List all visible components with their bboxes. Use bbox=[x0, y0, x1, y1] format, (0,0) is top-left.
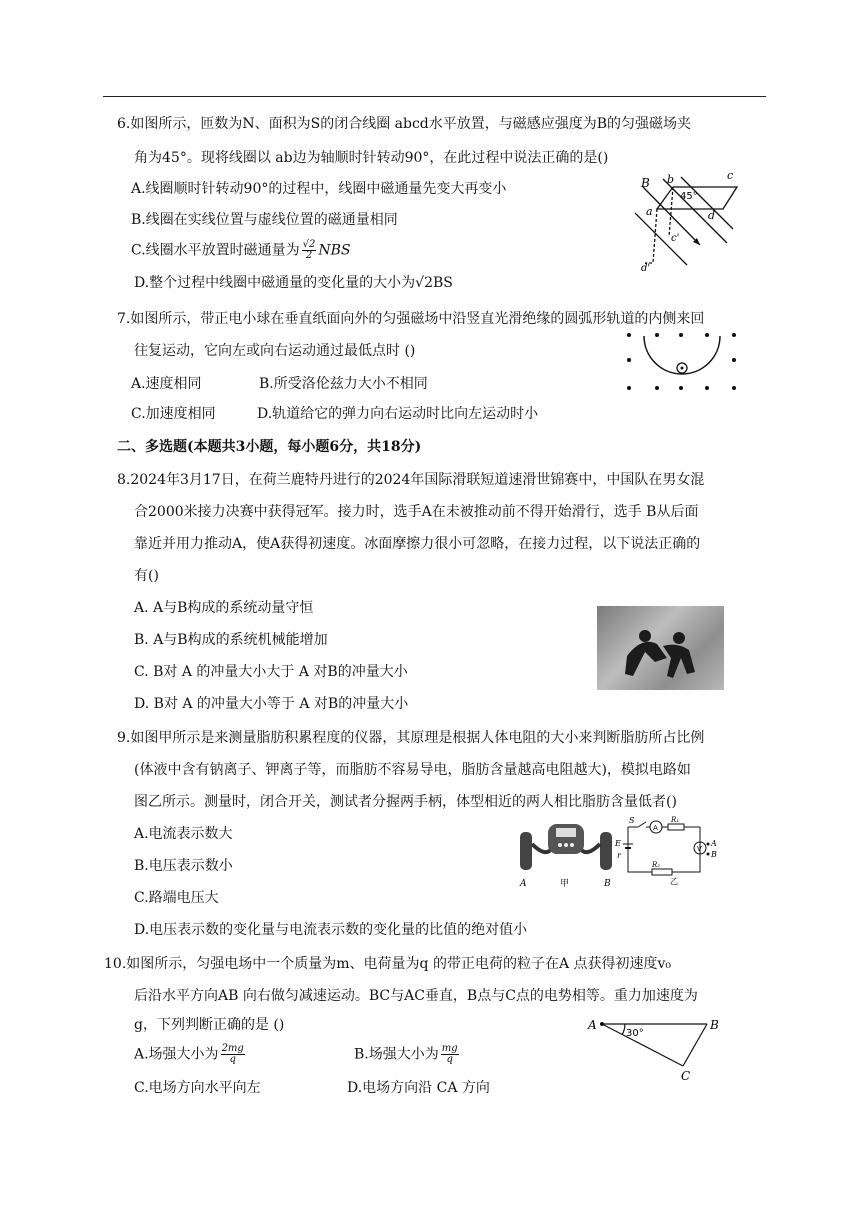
wire bbox=[628, 827, 652, 872]
q10-option-b bbox=[354, 1044, 461, 1065]
label-terminal-B: B bbox=[711, 850, 717, 859]
label-B: B bbox=[710, 1018, 719, 1032]
q9-option-a: A.电流表示数大 bbox=[134, 826, 233, 842]
field-dot bbox=[732, 386, 736, 390]
label-b: b bbox=[667, 173, 675, 186]
switch bbox=[638, 822, 646, 827]
label-d: d bbox=[708, 209, 716, 222]
skater-body bbox=[625, 642, 667, 676]
field-dot bbox=[627, 333, 631, 337]
q7-option-b: B.所受洛伦兹力大小不相同 bbox=[259, 376, 428, 392]
label-E: E bbox=[615, 839, 621, 848]
skater-body bbox=[663, 645, 695, 678]
q6-option-c-suffix: NBS bbox=[318, 242, 351, 259]
q8-option-d: D. B对 A 的冲量大小等于 A 对B的冲量大小 bbox=[134, 696, 409, 712]
q8-stem-line3: 靠近并用力推动A，使A获得初速度。冰面摩擦力很小可忽略，在接力过程，以下说法正确的 bbox=[134, 536, 701, 552]
field-dot bbox=[732, 358, 736, 362]
wire bbox=[672, 827, 700, 872]
q10-figure bbox=[585, 1012, 735, 1082]
field-line bbox=[681, 177, 733, 229]
q10-option-d: D.电场方向沿 CA 方向 bbox=[347, 1080, 490, 1096]
label-A: A bbox=[588, 1018, 597, 1032]
q9-stem-line3: 图乙所示。测量时，闭合开关，测试者分握两手柄，体型相近的两人相比脂肪含量低者() bbox=[134, 794, 677, 810]
section-heading-multiple-choice: 二、多选题(本题共3小题，每小题6分，共18分) bbox=[117, 439, 422, 455]
terminal-A bbox=[707, 843, 710, 846]
handle-left bbox=[520, 832, 532, 870]
q7-option-c: C.加速度相同 bbox=[131, 406, 216, 422]
segment-BC bbox=[683, 1024, 707, 1066]
q9-stem-line1: 9.如图甲所示是来测量脂肪积累程度的仪器，其原理是根据人体电阻的大小来判断脂肪所占比例 bbox=[117, 730, 705, 746]
q6-option-b: B.线圈在实线位置与虚线位置的磁通量相同 bbox=[131, 212, 398, 228]
skaters-silhouette bbox=[597, 606, 724, 690]
terminal-B bbox=[707, 853, 710, 856]
frac-denominator: q bbox=[446, 1054, 453, 1065]
q10-option-a bbox=[134, 1044, 247, 1065]
frac-denominator: q bbox=[229, 1054, 236, 1065]
q7-stem-line1: 7.如图所示，带正电小球在垂直纸面向外的匀强磁场中沿竖直光滑绝缘的圆弧形轨道的内侧来回 bbox=[117, 311, 705, 327]
q9-option-b: B.电压表示数小 bbox=[134, 858, 233, 874]
q6-stem-line2: 角为45°。现将线圈以 ab边为轴顺时针转动90°，在此过程中说法正确的是() bbox=[134, 150, 609, 166]
label-a: a bbox=[646, 205, 653, 218]
q6-stem-line1: 6.如图所示，匝数为N、面积为S的闭合线圈 abcd水平放置，与磁感应强度为B的匀强磁场夹 bbox=[117, 116, 692, 132]
label-B: B bbox=[641, 176, 650, 190]
frac-denominator: 2 bbox=[305, 250, 313, 261]
label-angle-30: 30° bbox=[626, 1028, 644, 1039]
handle-right bbox=[600, 832, 612, 870]
q10-option-a-prefix: A.场强大小为 bbox=[134, 1046, 219, 1063]
q9-option-d: D.电压表示数的变化量与电流表示数的变化量的比值的绝对值小 bbox=[134, 922, 528, 938]
ball-center bbox=[681, 367, 684, 370]
q7-stem-line2: 往复运动，它向左或向右运动通过最低点时 () bbox=[134, 343, 416, 359]
q10-option-b-fraction bbox=[441, 1044, 459, 1065]
point-A bbox=[600, 1022, 604, 1026]
q10-option-a-fraction bbox=[221, 1044, 245, 1065]
q7-option-a: A.速度相同 bbox=[131, 376, 202, 392]
label-angle: 45° bbox=[680, 191, 698, 202]
label-d-prime: d' bbox=[641, 263, 651, 274]
q8-stem-line2: 合2000米接力决赛中获得冠军。接力时，选手A在未被推动前不得开始滑行，选手 B从后面 bbox=[134, 504, 699, 520]
label-R2: R₂ bbox=[652, 861, 661, 869]
q6-option-c bbox=[131, 240, 351, 261]
q10-stem-line2: 后沿水平方向AB 向右做匀减速运动。BC与AC垂直，B点与C点的电势相等。重力加速度为 bbox=[134, 988, 698, 1004]
q6-option-d: D.整个过程中线圈中磁通量的变化量的大小为√2BS bbox=[134, 275, 453, 291]
field-dot bbox=[627, 358, 631, 362]
q6-figure bbox=[625, 165, 745, 275]
label-r: r bbox=[617, 851, 621, 860]
label-A: A bbox=[520, 879, 527, 889]
label-B: B bbox=[604, 879, 611, 889]
field-dot bbox=[655, 333, 659, 337]
field-dot bbox=[732, 333, 736, 337]
label-yi: 乙 bbox=[670, 877, 678, 886]
resistor-R1 bbox=[668, 824, 684, 830]
resistor-R2 bbox=[652, 869, 672, 875]
q10-option-c: C.电场方向水平向左 bbox=[134, 1080, 261, 1096]
field-dot bbox=[679, 333, 683, 337]
q6-option-c-fraction bbox=[302, 240, 317, 261]
label-jia: 甲 bbox=[560, 879, 570, 889]
label-voltmeter: V bbox=[697, 845, 702, 853]
frac-numerator: 2mg bbox=[221, 1043, 244, 1054]
q9-option-c: C.路端电压大 bbox=[134, 890, 219, 906]
device-screen bbox=[556, 828, 576, 837]
field-dot bbox=[705, 386, 709, 390]
label-terminal-A: A bbox=[711, 839, 717, 848]
q10-stem-line3: g，下列判断正确的是 () bbox=[134, 1017, 285, 1033]
q8-stem-line4: 有() bbox=[134, 568, 159, 584]
label-c-prime: c' bbox=[671, 233, 680, 244]
device-button bbox=[558, 843, 562, 847]
label-S: S bbox=[629, 816, 635, 825]
header-rule bbox=[103, 96, 766, 97]
label-ammeter: A bbox=[653, 824, 658, 832]
angle-arc bbox=[622, 1024, 625, 1035]
label-R1: R₁ bbox=[671, 816, 680, 824]
field-dot bbox=[679, 386, 683, 390]
frac-numerator: mg bbox=[441, 1043, 458, 1054]
q7-option-d: D.轨道给它的弹力向右运动时比向左运动时小 bbox=[257, 406, 539, 422]
q6-option-c-prefix: C.线圈水平放置时磁通量为 bbox=[131, 242, 300, 259]
frac-numerator: √2 bbox=[302, 239, 316, 250]
field-dot bbox=[655, 386, 659, 390]
device-button bbox=[570, 843, 574, 847]
q10-option-b-prefix: B.场强大小为 bbox=[354, 1046, 439, 1063]
q9-figure-yi-circuit bbox=[614, 814, 734, 886]
label-c: c bbox=[727, 169, 734, 182]
q8-option-b: B. A与B构成的系统机械能增加 bbox=[134, 632, 328, 648]
q7-figure bbox=[617, 330, 747, 396]
field-dot bbox=[705, 333, 709, 337]
q10-stem-line1: 10.如图所示，匀强电场中一个质量为m、电荷量为q 的带正电荷的粒子在A 点获得初速度v₀ bbox=[104, 956, 672, 972]
q6-option-a: A.线圈顺时针转动90°的过程中，线圈中磁通量先变大再变小 bbox=[131, 181, 507, 197]
skater-head bbox=[639, 630, 651, 642]
device-button bbox=[564, 843, 568, 847]
speed-skating-photo bbox=[597, 606, 724, 690]
field-dot bbox=[627, 386, 631, 390]
q8-option-c: C. B对 A 的冲量大小大于 A 对B的冲量大小 bbox=[134, 664, 408, 680]
q9-figure-jia-device bbox=[516, 818, 616, 890]
q8-stem-line1: 8.2024年3月17日，在荷兰鹿特丹进行的2024年国际滑联短道速滑世锦赛中，中国队在男女混 bbox=[117, 472, 705, 488]
skater-head bbox=[673, 632, 685, 644]
q8-option-a: A. A与B构成的系统动量守恒 bbox=[134, 600, 314, 616]
q9-stem-line2: (体液中含有钠离子、钾离子等，而脂肪不容易导电，脂肪含量越高电阻越大)，模拟电路如 bbox=[134, 762, 691, 778]
coil-dashed-edge bbox=[669, 187, 673, 237]
label-C: C bbox=[681, 1069, 691, 1082]
